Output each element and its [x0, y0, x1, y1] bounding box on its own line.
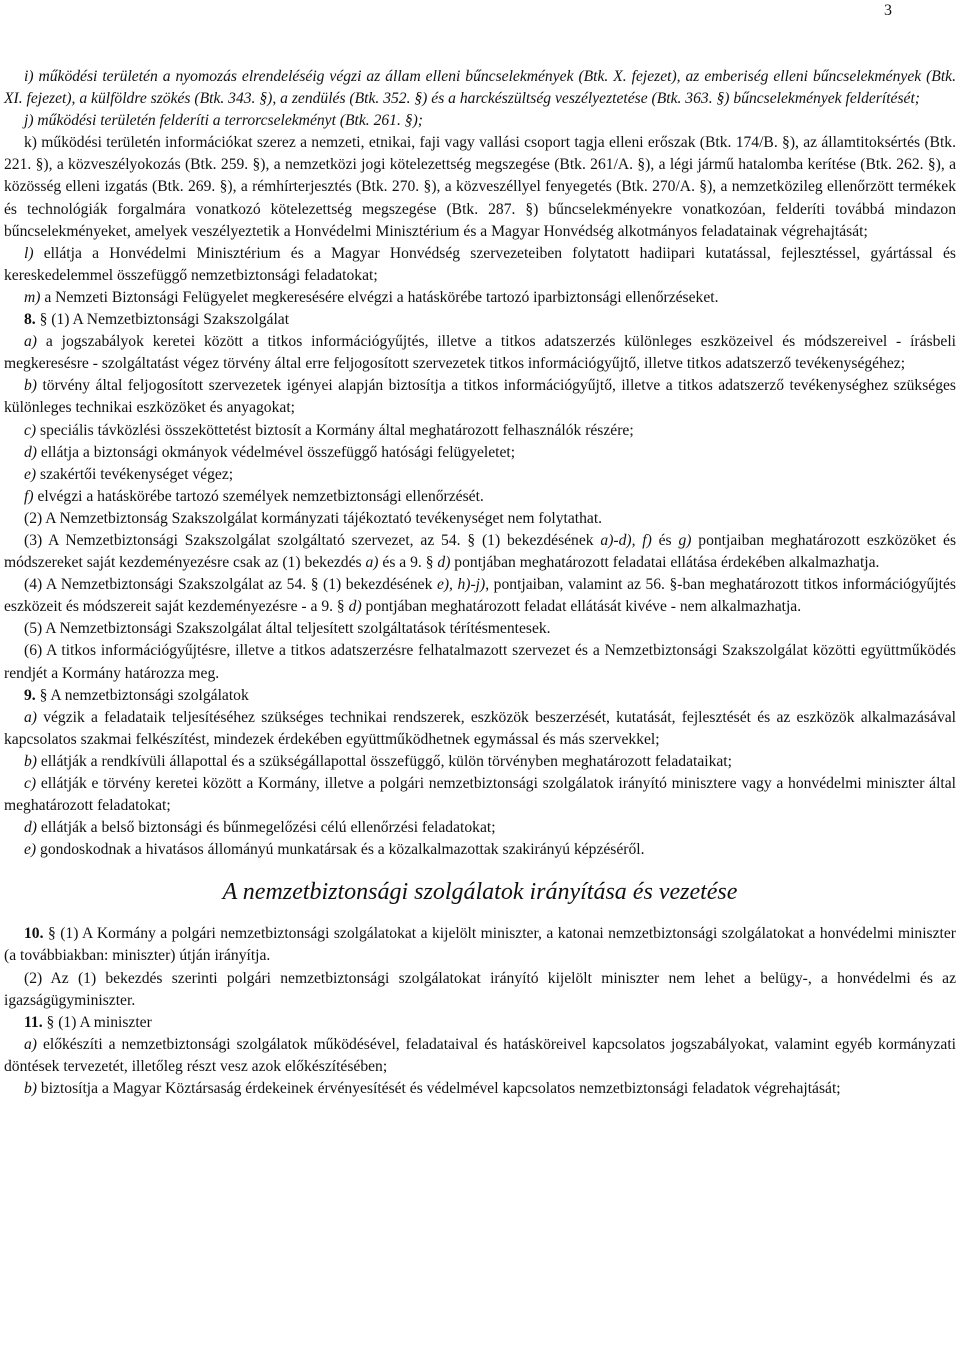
- text-run: (2) Az (1) bekezdés szerinti polgári nemzetbiztonsági szolgálatokat irányító kijelölt miniszter nem lehet a belügy-, a honvédelmi és az igazságügyminiszter.: [4, 969, 956, 1009]
- text-run: speciális távközlési összeköttetést biztosít a Kormány által meghatározott felhasználók részére;: [40, 421, 634, 439]
- text-run: , pontjaiban, valamint az 56. §-ban meghatározott titkos információgyűjtés eszközeit és módszereit saját kezdeményezésre - a 9. §: [4, 576, 956, 616]
- paragraph: [4, 968, 956, 1012]
- text-run: i) működési területén a nyomozás elrendeléséig végzi az állam elleni bűncselekmények (Btk. X. fejezet), az emberiség elleni bűncselekmények (Btk. XI. fejezet), a külföldre szökés (Btk. 343. §), a zendülés (Btk. 352. §) és a harckészültség veszélyeztetése (Btk. 363. §) bűncselekmények felderítését;: [4, 68, 956, 108]
- text-run: 10.: [24, 925, 48, 943]
- paragraph: [4, 751, 956, 773]
- text-run: (3) A Nemzetbiztonsági Szakszolgálat szolgáltató szervezet, az 54. § (1) bekezdésének: [24, 531, 601, 549]
- paragraph: [4, 530, 956, 574]
- text-run: 9.: [24, 686, 40, 704]
- paragraph: [4, 486, 956, 508]
- text-run: ellátják a belső biztonsági és bűnmegelőzési célú ellenőrzési feladatokat;: [40, 819, 496, 837]
- text-run: pontjában meghatározott feladatai ellátása érdekében alkalmazhatja.: [450, 554, 880, 572]
- text-run: m): [24, 288, 45, 306]
- text-run: b): [24, 752, 41, 770]
- text-run: a): [24, 708, 44, 726]
- text-run: e): [24, 465, 41, 483]
- paragraph: [4, 923, 956, 967]
- paragraph: [4, 685, 956, 707]
- text-run: § A nemzetbiztonsági szolgálatok: [39, 686, 249, 704]
- paragraph: [4, 66, 956, 110]
- text-run: ellátja a biztonsági okmányok védelmével összefüggő hatósági felügyeletet;: [40, 443, 516, 461]
- text-run: törvény által feljogosított szervezetek igényei alapján biztosítja a titkos információgyűjtő, illetve a titkos adatszerző tevékenységhez szükséges különleges technikai eszközöket és anyagokat;: [4, 377, 957, 417]
- text-run: (5) A Nemzetbiztonsági Szakszolgálat által teljesített szolgáltatások térítésmentesek.: [24, 620, 551, 638]
- text-run: a): [365, 554, 379, 572]
- text-run: e), h)-j): [436, 576, 486, 594]
- text-run: j) működési területén felderíti a terrorcselekményt (Btk. 261. §);: [24, 112, 423, 130]
- text-run: ellátja a Honvédelmi Minisztérium és a Magyar Honvédség szervezeteiben folytatott hadiipari kutatással, fejlesztéssel, gyártással és kereskedelemmel összefüggő nemzetbiztonsági feladatokat;: [4, 244, 956, 284]
- paragraph: [4, 508, 956, 530]
- text-run: b): [24, 377, 43, 395]
- text-run: a Nemzeti Biztonsági Felügyelet megkeresésére elvégzi a hatáskörébe tartozó iparbiztonsági ellenőrzéseket.: [44, 288, 719, 306]
- paragraph: [4, 331, 956, 375]
- paragraph: [4, 707, 956, 751]
- paragraph: [4, 442, 956, 464]
- paragraph: [4, 618, 956, 640]
- paragraph: [4, 817, 956, 839]
- text-run: § (1) A Nemzetbiztonsági Szakszolgálat: [39, 311, 290, 329]
- text-run: a): [24, 333, 46, 351]
- text-run: a jogszabályok keretei között a titkos információgyűjtés, illetve a titkos adatszerzés különleges eszközeivel és módszereivel - írásbeli megkeresésre - szolgáltatást végez törvény által erre feljogosított szervezetek titkos információgyűjtő, illetve titkos adatszerző tevékenységéhez;: [4, 333, 956, 373]
- text-run: elvégzi a hatáskörébe tartozó személyek nemzetbiztonsági ellenőrzését.: [37, 487, 484, 505]
- page-number: 3: [884, 2, 892, 19]
- text-run: szakértői tevékenységet végez;: [40, 465, 234, 483]
- text-run: (4) A Nemzetbiztonsági Szakszolgálat az 54. § (1) bekezdésének: [24, 576, 437, 594]
- paragraph: [4, 574, 956, 618]
- text-run: 8.: [24, 311, 40, 329]
- text-run: d): [348, 598, 362, 616]
- text-run: a): [24, 1035, 43, 1053]
- text-run: és: [651, 531, 679, 549]
- text-run: pontjában meghatározott feladat ellátását kivéve - nem alkalmazhatja.: [361, 598, 802, 616]
- text-run: biztosítja a Magyar Köztársaság érdekeinek érvényesítését és védelmével kapcsolatos nemzetbiztonsági feladatok végrehajtását;: [40, 1080, 841, 1098]
- text-run: g): [678, 531, 692, 549]
- text-run: c): [24, 421, 41, 439]
- text-run: d): [24, 443, 41, 461]
- text-run: végzik a feladataik teljesítéséhez szükséges technikai rendszerek, eszközök beszerzését, kutatását, fejlesztését és az eszközök alkalmazásával kapcsolatos szakmai felkészítést, mindezek érdekében együttműködhetnek egymással és más szervekkel;: [4, 708, 956, 748]
- paragraph: [4, 110, 956, 132]
- text-run: pontjaiban meghatározott eszközöket és módszereket saját kezdeményezésre csak az (1) bekezdés: [4, 531, 957, 572]
- paragraph: [4, 1034, 956, 1078]
- paragraph: [4, 640, 956, 684]
- text-run: f): [24, 487, 38, 505]
- paragraph: [4, 375, 956, 419]
- text-run: l): [24, 244, 44, 262]
- text-run: d): [24, 819, 41, 837]
- text-run: (6) A titkos információgyűjtésre, illetve a titkos adatszerzésre felhatalmazott szervezet és a Nemzetbiztonsági Szakszolgálat közötti együttműködés rendjét a Kormány határozza meg.: [4, 642, 956, 682]
- paragraph: [4, 287, 956, 309]
- paragraph: [4, 1012, 956, 1034]
- text-run: c): [24, 775, 41, 792]
- text-run: § (1) A miniszter: [46, 1013, 152, 1031]
- paragraph: [4, 1078, 956, 1100]
- text-run: (2) A Nemzetbiztonság Szakszolgálat kormányzati tájékoztató tevékenységet nem folytathat.: [24, 509, 603, 527]
- text-run: b): [24, 1080, 41, 1098]
- paragraph: [4, 243, 956, 287]
- text-run: a)-d), f): [600, 531, 652, 549]
- text-run: e): [24, 841, 41, 859]
- text-run: ellátják a rendkívüli állapottal és a szükségállapottal összefüggő, külön törvényben meghatározott feladataikat;: [40, 752, 732, 770]
- text-run: § (1) A Kormány a polgári nemzetbiztonsági szolgálatokat a kijelölt miniszter, a katonai nemzetbiztonsági szolgálatokat a honvédelmi miniszter (a továbbiakban: miniszter) útján irányítja.: [4, 925, 956, 965]
- paragraph: [4, 309, 956, 331]
- paragraph: [4, 464, 956, 486]
- text-run: k) működési területén információkat szerez a nemzeti, etnikai, faji vagy vallási csoport tagja elleni erőszak (Btk. 174/B. §), az államtitoksértés (Btk. 221. §), a közveszélyokozás (Btk. 259. §), a nemzetközi jogi kötelezettség megszegése (Btk. 261/A. §), a légi jármű hatalomba kerítése (Btk. 262. §), a közösség elleni izgatás (Btk. 269. §), a rémhírterjesztés (Btk. 270. §), a közveszéllyel fenyegetés (Btk. 270/A. §), a nemzetközileg ellenőrzött termékek és technológiák forgalmára vonatkozó kötelezettség megszegése (Btk. 287. §) bűncselekményekre vonatkozóan, felderíti továbbá mindazon bűncselekményeket, amelyek veszélyeztetik a Honvédelmi Minisztérium és a Magyar Honvédség alkotmányos feladatainak végrehajtását;: [4, 134, 956, 240]
- text-run: 11.: [24, 1013, 47, 1031]
- document-body: [4, 66, 956, 1100]
- text-run: d): [437, 554, 451, 572]
- paragraph: [4, 420, 956, 442]
- text-run: és a 9. §: [378, 554, 438, 572]
- section-heading: A nemzetbiztonsági szolgálatok irányítása és vezetése: [222, 879, 738, 906]
- text-run: ellátják e törvény keretei között a Kormány, illetve a polgári nemzetbiztonsági szolgálatok irányító minisztere vagy a honvédelmi miniszter által meghatározott feladatokat;: [4, 775, 956, 815]
- text-run: előkészíti a nemzetbiztonsági szolgálatok működésével, feladataival és hatásköreivel kapcsolatos jogszabályokat, valamint egyéb kormányzati döntések tervezetét, illetőleg részt vesz azok előkészítésében;: [4, 1035, 956, 1075]
- text-run: gondoskodnak a hivatásos állományú munkatársak és a közalkalmazottak szakirányú képzéséről.: [40, 841, 645, 859]
- paragraph: [4, 773, 956, 817]
- paragraph: [4, 132, 956, 242]
- paragraph: [4, 839, 956, 861]
